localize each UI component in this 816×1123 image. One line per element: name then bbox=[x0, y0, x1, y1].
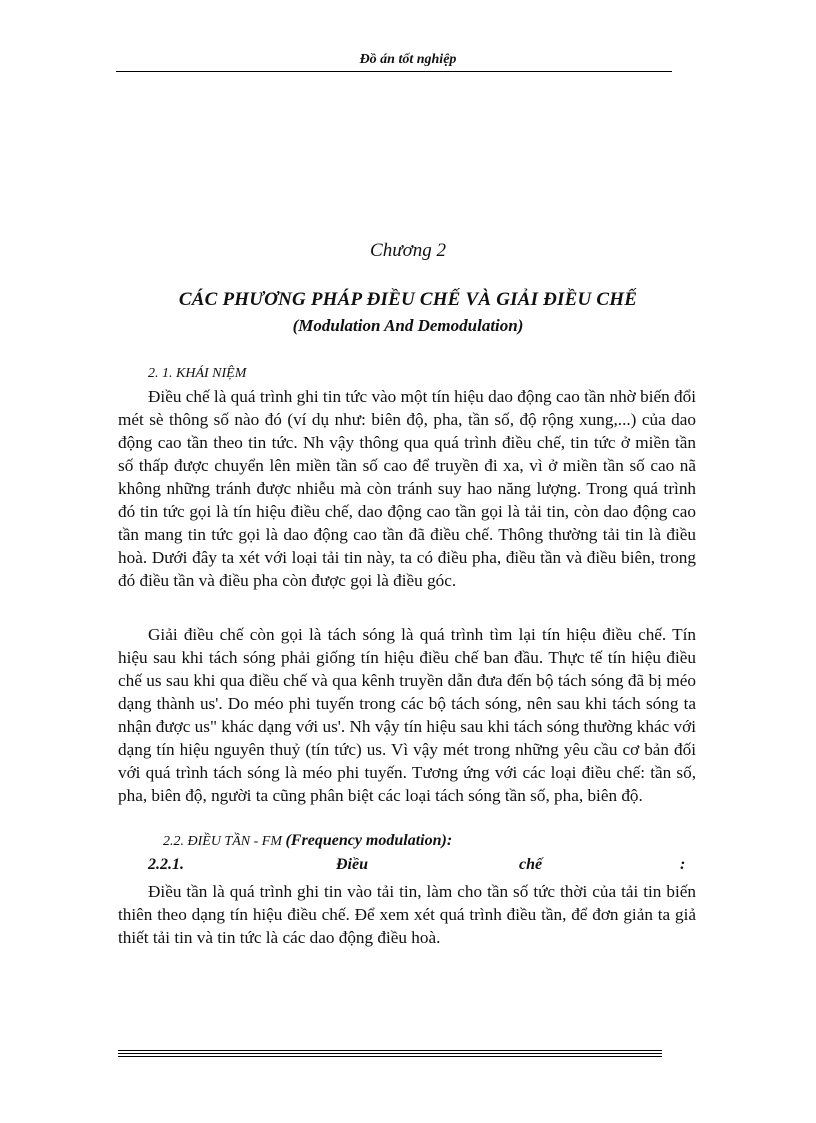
section-heading-1: 2. 1. KHÁI NIỆM bbox=[148, 366, 247, 381]
footer-rule-1 bbox=[118, 1050, 662, 1051]
header-rule bbox=[116, 71, 672, 72]
paragraph-demodulation: Giải điều chế còn gọi là tách sóng là quá trình tìm lại tín hiệu điều chế. Tín hiệu sau khi tách sóng phải giống tín hiệu điều chế ban đầu. Thực tế tín hiệu điều chế us sau khi qua điều chế và qua kênh truyền dẫn đưa đến bộ tách sóng đã bị méo dạng thành us'. Do méo phi tuyến trong các bộ tách sóng, nên sau khi tách sóng ta nhận được us" khác dạng với us'. Nh vậy tín hiệu sau khi tách sóng thường khác với dạng tín hiệu nguyên thuỷ (tín tức) us. Vì vậy mét trong những yêu cầu cơ bản đối với quá trình tách sóng là méo phi tuyến. Tương ứng với các loại điều chế: tần số, pha, biên độ, người ta cũng phân biệt các loại tách sóng tần số, pha, biên độ. bbox=[118, 625, 696, 805]
footer-rule-2 bbox=[118, 1053, 662, 1054]
paragraph-fm: Điều tần là quá trình ghi tin vào tải tin, làm cho tần số tức thời của tải tin biến thiên theo dạng tín hiệu điều chế. Để xem xét quá trình điều tần, để đơn giản ta giả thiết tải tin và tin tức là các dao động điều hoà. bbox=[118, 882, 696, 947]
chapter-subtitle: (Modulation And Demodulation) bbox=[292, 316, 524, 335]
subsection-punct: : bbox=[680, 856, 686, 873]
chapter-number: Chương 2 bbox=[370, 240, 446, 261]
footer-rule-3 bbox=[118, 1056, 662, 1057]
section-heading-2 bbox=[163, 832, 452, 850]
subsection-word-2: chế bbox=[519, 856, 543, 873]
section-heading-2-en: (Frequency modulation): bbox=[285, 832, 453, 849]
page-header: Đồ án tốt nghiệp bbox=[359, 52, 457, 67]
subsection-number: 2.2.1. bbox=[148, 856, 184, 873]
paragraph-modulation-concept: Điều chế là quá trình ghi tin tức vào một tín hiệu dao động cao tần nhờ biến đổi mét sè thông số nào đó (ví dụ như: biên độ, pha, tần số, độ rộng xung,...) của dao động cao tần theo tin tức. Nh vậy thông qua quá trình điều chế, tin tức ở miền tần số thấp được chuyển lên miền tần số cao để truyền đi xa, vì ở miền tần số cao nã không những tránh được nhiễu mà còn tránh suy hao năng lượng. Trong quá trình đó tin tức gọi là tín hiệu điều chế, dao động cao tần gọi là tải tin, còn dao động cao tần mang tin tức gọi là dao động cao tần đã điều chế. Thông thường tải tin là điều hoà. Dưới đây ta xét với loại tải tin này, ta có điều pha, điều tần và điều biên, trong đó điều tần và điều pha còn được gọi là điều góc. bbox=[118, 387, 696, 590]
subsection-word-1: Điều bbox=[336, 856, 368, 873]
chapter-title: CÁC PHƯƠNG PHÁP ĐIỀU CHẾ VÀ GIẢI ĐIỀU CHẾ bbox=[178, 289, 638, 310]
section-heading-2-vi: 2.2. ĐIỀU TẦN - FM bbox=[163, 834, 282, 849]
